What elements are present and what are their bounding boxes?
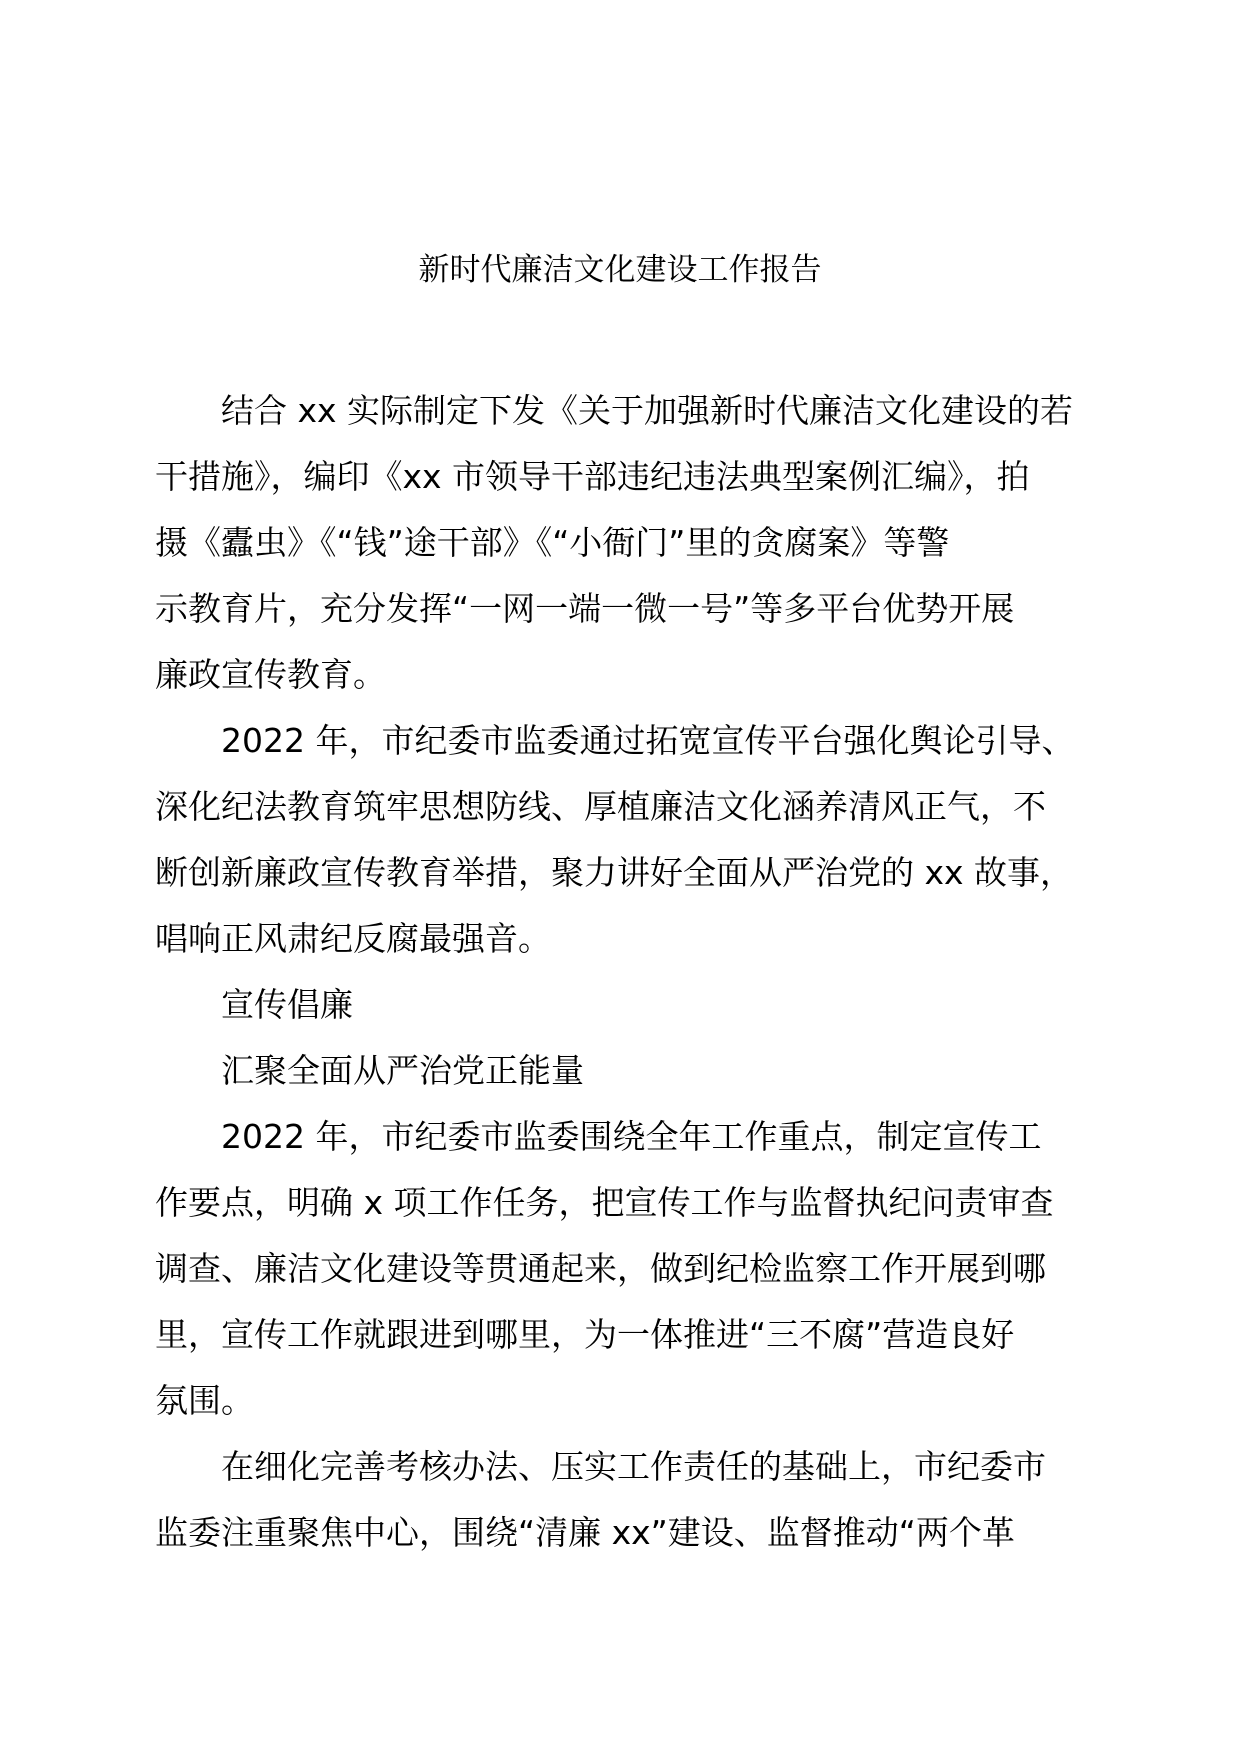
text-line: 2022 年，市纪委市监委通过拓宽宣传平台强化舆论引导、: [221, 721, 1075, 760]
text-line: 汇聚全面从严治党正能量: [221, 1051, 584, 1090]
text-line: 宣传倡廉: [221, 985, 353, 1024]
text-line: 在细化完善考核办法、压实工作责任的基础上，市纪委市: [221, 1447, 1046, 1486]
text-line: 氛围。: [155, 1381, 254, 1420]
text-line: 作要点，明确 x 项工作任务，把宣传工作与监督执纪问责审查: [155, 1183, 1054, 1222]
text-line: 监委注重聚焦中心，围绕“清廉 xx”建设、监督推动“两个革: [155, 1513, 1015, 1552]
text-line: 干措施》，编印《xx 市领导干部违纪违法典型案例汇编》，拍: [155, 457, 1030, 496]
text-line: 示教育片，充分发挥“一网一端一微一号”等多平台优势开展: [155, 589, 1015, 628]
section-heading: [155, 972, 1085, 1038]
text-line: 2022 年，市纪委市监委围绕全年工作重点，制定宣传工: [221, 1117, 1042, 1156]
text-line: 廉政宣传教育。: [155, 655, 386, 694]
paragraph: [155, 1434, 1085, 1566]
text-line: 里，宣传工作就跟进到哪里，为一体推进“三不腐”营造良好: [155, 1315, 1015, 1354]
paragraph: [155, 378, 1085, 708]
document-title: 新时代廉洁文化建设工作报告: [418, 252, 822, 288]
text-line: 摄《蠹虫》《“钱”途干部》《“小衙门”里的贪腐案》等警: [155, 523, 950, 562]
text-line: 深化纪法教育筑牢思想防线、厚植廉洁文化涵养清风正气，不: [155, 787, 1046, 826]
section-subheading: [155, 1038, 1085, 1104]
text-line: 调查、廉洁文化建设等贯通起来，做到纪检监察工作开展到哪: [155, 1249, 1046, 1288]
paragraph: [155, 1104, 1085, 1434]
document-body: [155, 378, 1085, 1566]
text-line: 结合 xx 实际制定下发《关于加强新时代廉洁文化建设的若: [221, 391, 1074, 430]
text-line: 断创新廉政宣传教育举措，聚力讲好全面从严治党的 xx 故事，: [155, 853, 1074, 892]
text-line: 唱响正风肃纪反腐最强音。: [155, 919, 551, 958]
paragraph: [155, 708, 1085, 972]
